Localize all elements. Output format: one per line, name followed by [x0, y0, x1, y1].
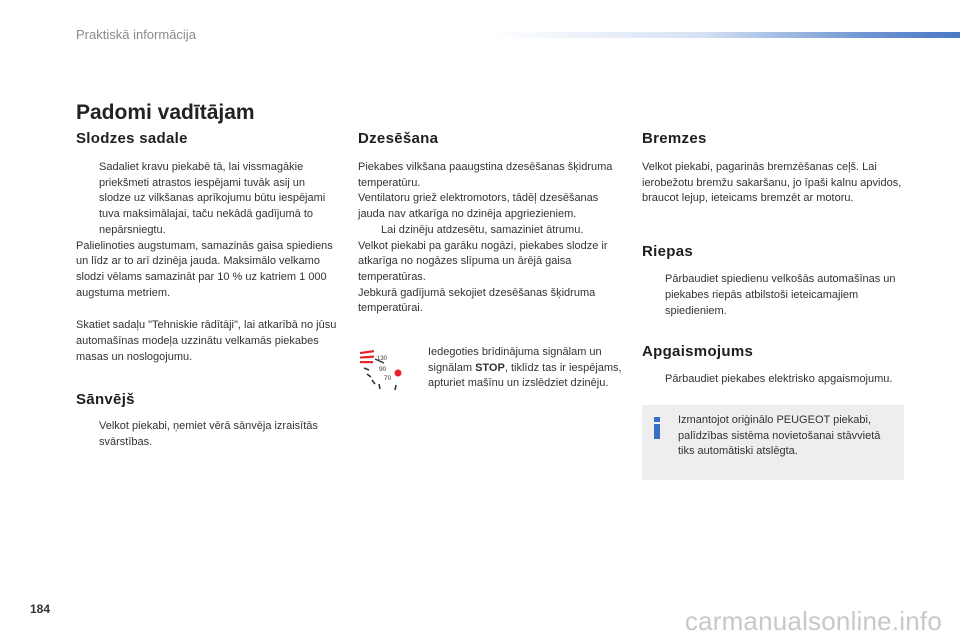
- column-middle: [358, 130, 622, 415]
- paragraph-brakes: Velkot piekabi, pagarinās bremzēšanas ceļš. Lai ierobežotu bremžu sakaršanu, jo īpaši kalnu apvidos, braucot lejup, ieteicams bremzēt ar motoru.: [642, 161, 902, 205]
- column-right: [642, 130, 904, 480]
- bullet-stop-warning: [405, 345, 644, 392]
- bullet-text: Sadaliet kravu piekabē tā, lai vissmagākie priekšmeti atrastos iespējami tuvāk asij un slodze uz vilkšanas aprīkojumu būtu iespējami tuva maksimālajai, taču nekādā gadījumā to nepārsniegtu.: [99, 161, 326, 236]
- paragraph-fan: Ventilatoru griež elektromotors, tādēļ dzesēšanas jauda nav atkarīga no dzinēja apgriezieniem.: [358, 192, 599, 221]
- paragraph-technical-ref: Skatiet sadaļu "Tehniskie rādītāji", lai atkarībā no jūsu automašīnas modeļa uzzinātu velkamās piekabes masas un noslogojumu.: [76, 319, 337, 363]
- section-header: Praktiskā informācija: [76, 27, 196, 42]
- bullet-text: Lai dzinēju atdzesētu, samaziniet ātrumu.: [381, 223, 584, 236]
- column-left: [76, 130, 338, 451]
- bullet-text: Pārbaudiet piekabes elektrisko apgaismojumu.: [665, 373, 893, 386]
- heading-riepas: Riepas: [642, 243, 693, 261]
- gauge-label-mid: 90: [379, 366, 387, 374]
- page-title: Padomi vadītājam: [76, 101, 255, 124]
- bullet-reduce-speed: [358, 223, 618, 239]
- watermark: carmanualsonline.info: [684, 606, 942, 636]
- warning-block: [358, 345, 622, 415]
- warning-text-before: Iedegoties brīdinājuma signālam un signālam: [428, 346, 602, 374]
- bullet-sanvejs: [76, 419, 338, 450]
- gauge-label-high: 130: [377, 356, 388, 363]
- heading-bremzes: Bremzes: [642, 130, 707, 147]
- stop-label: STOP: [475, 361, 505, 374]
- heading-sanvejs: Sānvējš: [76, 391, 135, 409]
- info-text: Izmantojot oriģinālo PEUGEOT piekabi, palīdzības sistēma novietošanai stāvvietā tiks automātiski atslēgta.: [678, 413, 881, 458]
- gauge-label-low: 70: [384, 375, 392, 383]
- paragraph-monitor: Jebkurā gadījumā sekojiet dzesēšanas šķidruma temperatūrai.: [358, 286, 596, 315]
- temperature-gauge-icon: [358, 347, 406, 395]
- paragraph-altitude: Palielinoties augstumam, samazinās gaisa spiediens un līdz ar to arī dzinēja jauda. Maksimālo velkamo slodzi vēlams samazināt par 10 % uz katriem 1 000 augstuma metriem.: [76, 239, 333, 299]
- header-gradient-bar: [488, 32, 960, 38]
- info-box: [642, 405, 904, 480]
- bullet-tyres: [642, 272, 904, 319]
- bullet-slodzes: [76, 160, 338, 239]
- heading-slodzes-sadale: Slodzes sadale: [76, 130, 188, 147]
- paragraph-coolant-temp: Piekabes vilkšana paaugstina dzesēšanas šķidruma temperatūru.: [358, 161, 613, 189]
- bullet-text: Velkot piekabi, ņemiet vērā sānvēja izraisītās svārstības.: [99, 420, 318, 449]
- bullet-lighting: [642, 372, 904, 388]
- page-number: 184: [30, 602, 51, 616]
- info-icon: [651, 417, 663, 439]
- heading-dzesesana: Dzesēšana: [358, 130, 439, 147]
- heading-apgaismojums: Apgaismojums: [642, 343, 754, 361]
- paragraph-slope: Velkot piekabi pa garāku nogāzi, piekabes slodze ir atkarīga no nogāzes slīpuma un ārējā gaisa temperatūras.: [358, 239, 608, 283]
- warning-text-after: , tiklīdz tas ir iespējams, apturiet mašīnu un izslēdziet dzinēju.: [428, 361, 622, 390]
- bullet-text: Pārbaudiet spiedienu velkošās automašīnas un piekabes riepās atbilstoši ieteicamajiem spiedieniem.: [665, 273, 896, 317]
